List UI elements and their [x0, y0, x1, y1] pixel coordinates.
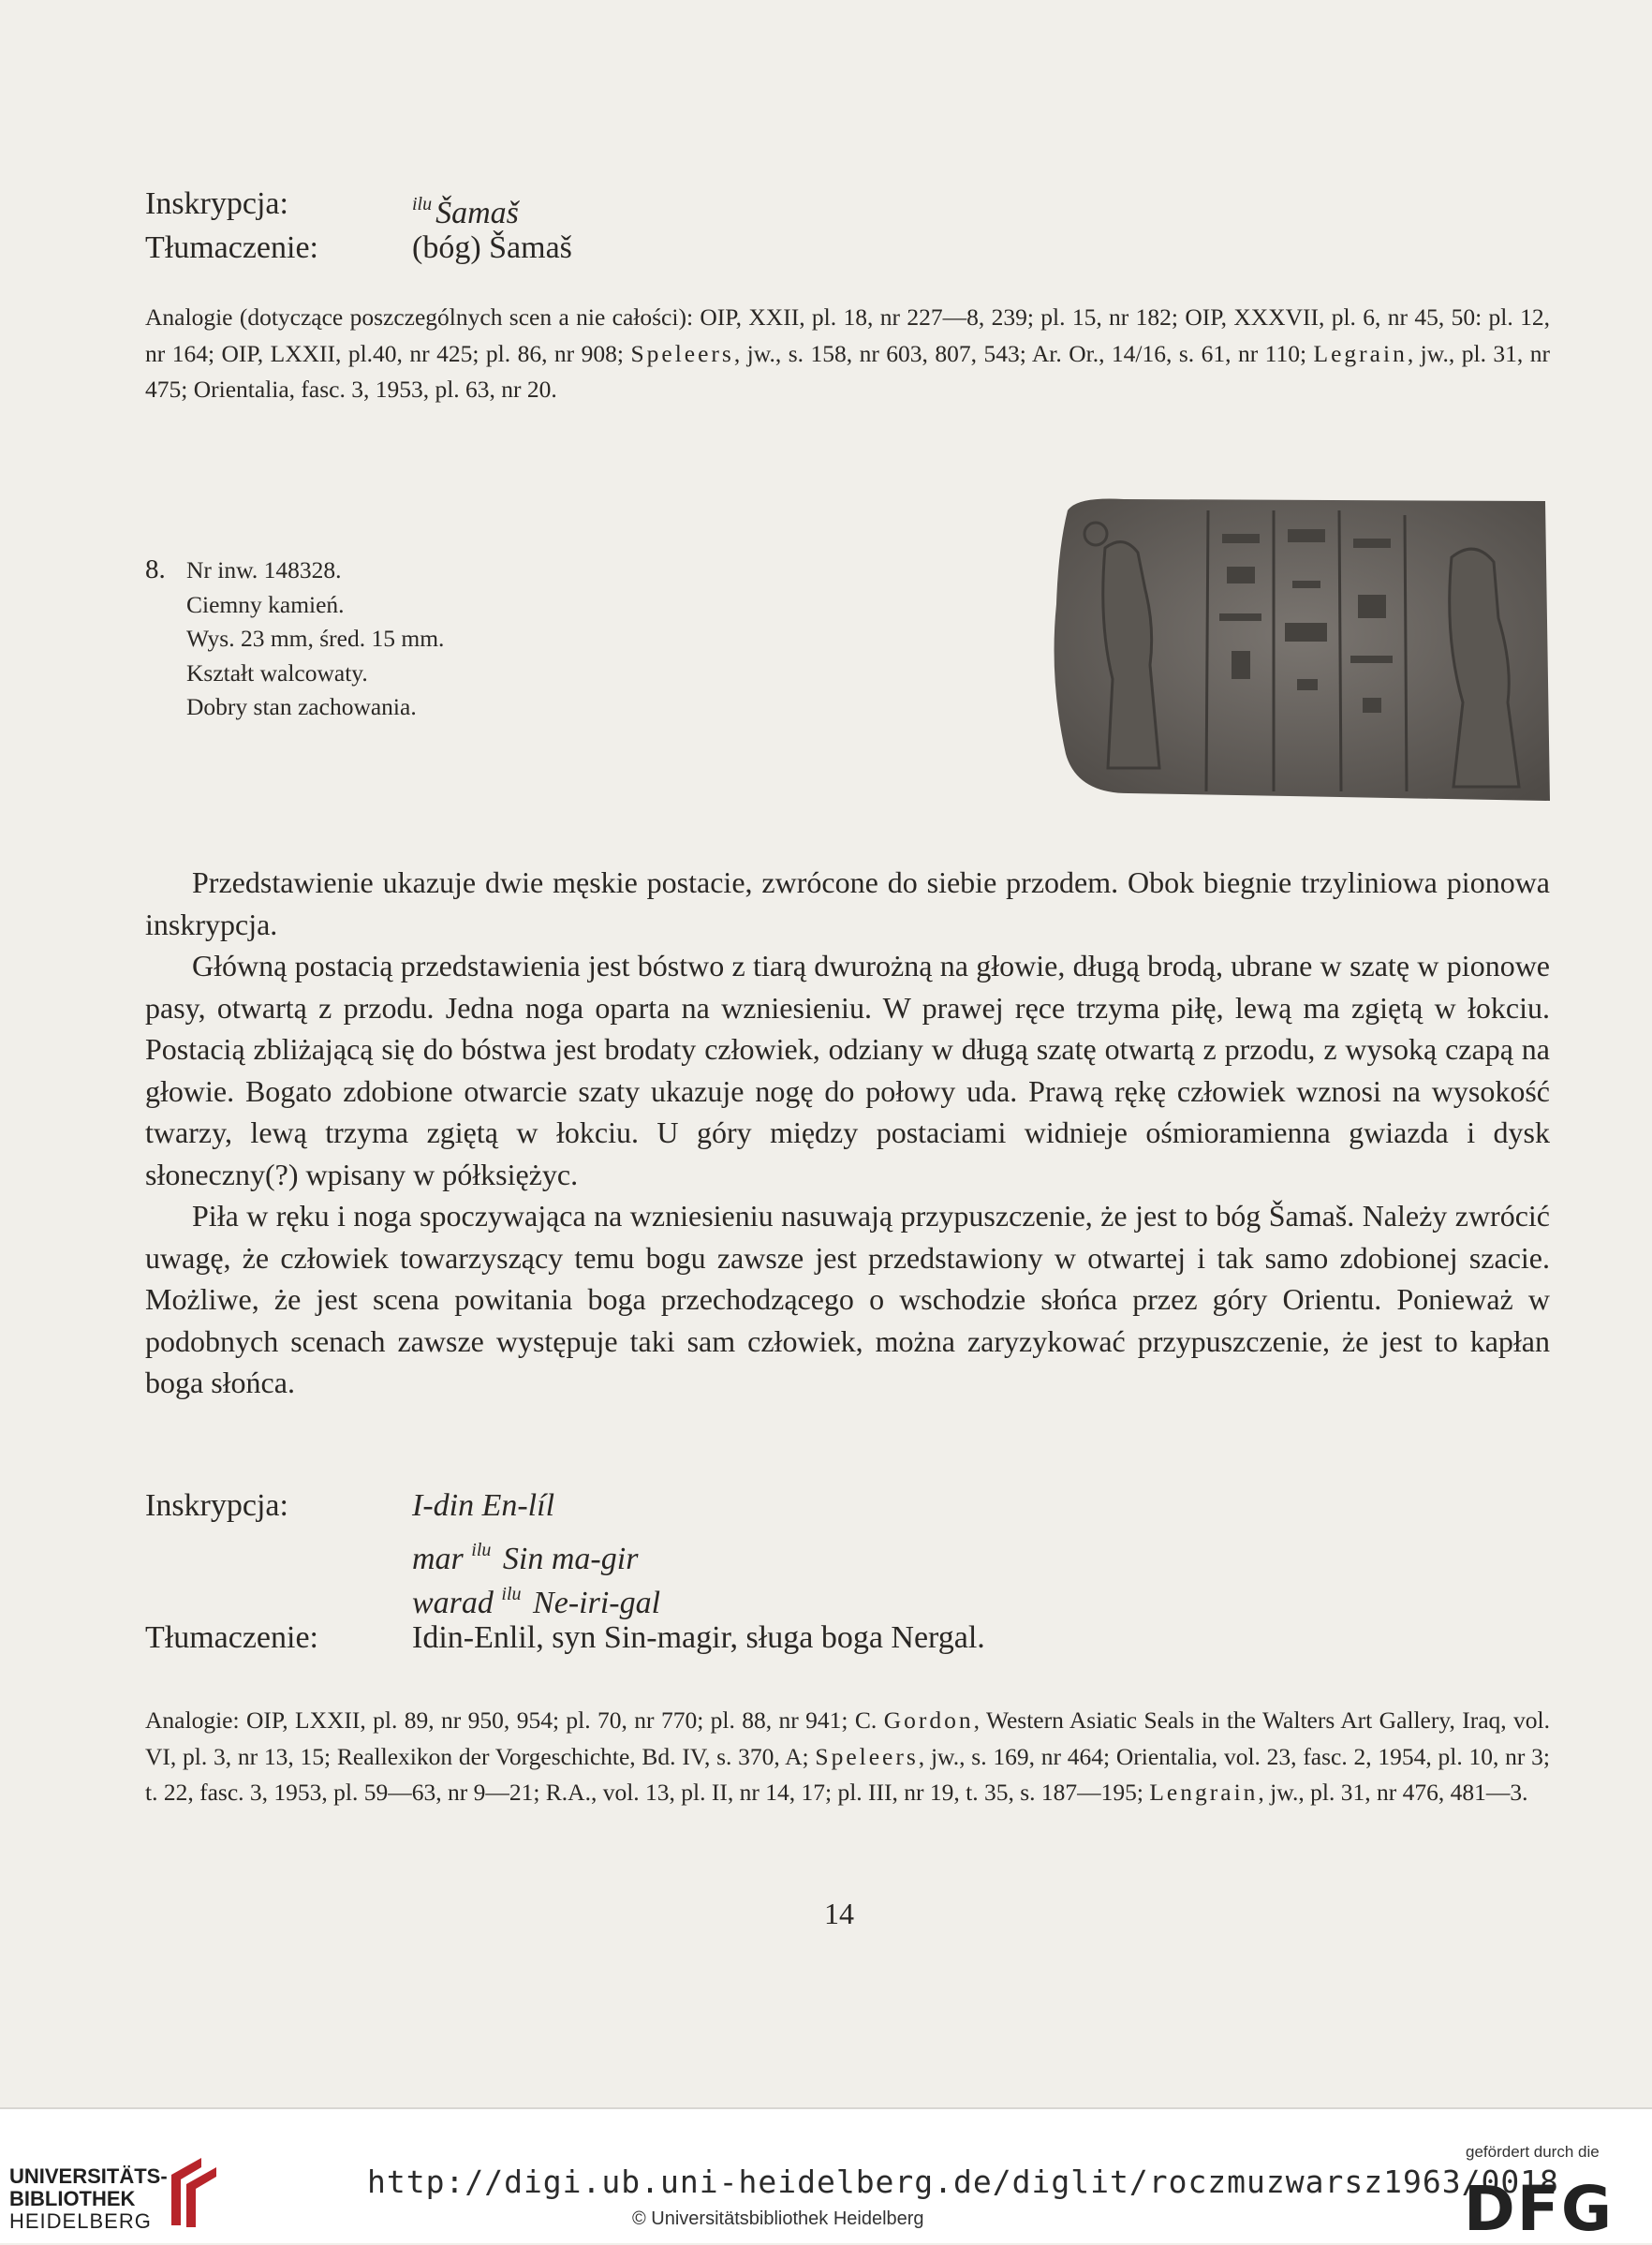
inscription-label: Inskrypcja:	[145, 186, 288, 221]
translation-value: Idin-Enlil, syn Sin-magir, sługa boga Nergal.	[412, 1620, 985, 1655]
entry-number: 8.	[145, 554, 166, 584]
inscription-label: Inskrypcja:	[145, 1488, 288, 1523]
translation-label: Tłumaczenie:	[145, 1620, 319, 1655]
footer-bar	[0, 2107, 1652, 2243]
funding-note: gefördert durch die	[1466, 2143, 1600, 2161]
body-paragraph: Główną postacią przedstawienia jest bóstwo z tiarą dwurożną na głowie, długą brodą, ubrane w szatę w pionowe pasy, otwartą z przodu. Jedna noga oparta na wzniesieniu. W prawej ręce trzyma piłę, lewą ma zgiętą w łokciu. Postacią zbliżającą się do bóstwa jest brodaty człowiek, odziany w długą szatę otwartą z przodu, z wysoką czapą na głowie. Bogato zdobione otwarcie szaty ukazuje nogę do połowy uda. Prawą rękę człowiek wznosi na wysokość twarzy, lewą trzyma zgiętą w łokciu. U góry między postaciami widnieje ośmioramienna gwiazda i dysk słoneczny(?) wpisany w półksiężyc.	[145, 949, 1550, 1191]
description-text	[145, 862, 1550, 1404]
inscription-value: $^{ilu}$ Šamaš	[412, 194, 519, 230]
determinative: ilu	[471, 1540, 492, 1560]
catalog-line: Dobry stan zachowania.	[186, 693, 417, 720]
library-logo-icon	[164, 2156, 222, 2229]
footer-divider	[0, 2107, 1652, 2109]
determinative: ilu	[412, 194, 433, 214]
copyright-notice: © Universitätsbibliothek Heidelberg	[632, 2208, 924, 2229]
body-paragraph: Piła w ręku i noga spoczywająca na wzniesieniu nasuwają przypuszczenie, że jest to bóg Šamaš. Należy zwrócić uwagę, że człowiek towarzyszący temu bogu zawsze jest przedstawiony w otwartej i tak samo zdobionej szacie. Możliwe, że jest scena powitania boga przechodzącego o wschodzie słońca przez góry Orientu. Ponieważ w podobnych scenach zawsze występuje taki sam człowiek, można zaryzykować przypuszczenie, że jest to kapłan boga słońca.	[145, 1199, 1550, 1399]
author-name: Legrain	[1313, 339, 1408, 367]
author-name: Gordon	[883, 1706, 974, 1734]
permalink-url[interactable]: http://digi.ub.uni-heidelberg.de/diglit/roczmuzwarsz1963/0018	[367, 2164, 1559, 2200]
inscription-line: I-din En-líl	[412, 1488, 555, 1523]
seal-impression-graphic	[1040, 492, 1550, 801]
catalog-line: Kształt walcowaty.	[186, 658, 368, 687]
analogies-paragraph: Analogie (dotyczące poszczególnych scen a nie całości): OIP, XXII, pl. 18, nr 227—8, 239; pl. 15, nr 182; OIP, XXXVII, pl. 6, nr 45, 50: pl. 12, nr 164; OIP, LXXII, pl.40, nr 425; pl. 86, nr 908; Speleers, jw., s. 158, nr 603, 807, 543; Ar. Or., 14/16, s. 61, nr 110; Legrain, jw., pl. 31, nr 475; Orientalia, fasc. 3, 1953, pl. 63, nr 20.	[145, 303, 1550, 403]
body-paragraph: Przedstawienie ukazuje dwie męskie postacie, zwrócone do siebie przodem. Obok biegnie trzyliniowa pionowa inskrypcja.	[145, 865, 1550, 941]
inscription-line: warad $^{ilu}$ Ne-iri-gal	[412, 1584, 661, 1620]
determinative: ilu	[501, 1584, 522, 1604]
translation-value: (bóg) Šamaš	[412, 230, 572, 265]
author-name: Speleers	[630, 339, 734, 367]
analogies-paragraph: Analogie: OIP, LXXII, pl. 89, nr 950, 954; pl. 70, nr 770; pl. 88, nr 941; C. Gordon, Western Asiatic Seals in the Walters Art Gallery, Iraq, vol. VI, pl. 3, nr 13, 15; Reallexikon der Vorgeschichte, Bd. IV, s. 370, A; Speleers, jw., s. 169, nr 464; Orientalia, vol. 23, fasc. 2, 1954, pl. 10, nr 3; t. 22, fasc. 3, 1953, pl. 59—63, nr 9—21; R.A., vol. 13, pl. II, nr 14, 17; pl. III, nr 19, t. 35, s. 187—195; Lengrain, jw., pl. 31, nr 476, 481—3.	[145, 1706, 1551, 1806]
inscription-line: mar $^{ilu}$ Sin ma-gir	[412, 1540, 639, 1576]
author-name: Lengrain	[1149, 1779, 1259, 1806]
seal-impression-photo	[1040, 492, 1550, 801]
catalog-line: Wys. 23 mm, śred. 15 mm.	[186, 625, 445, 652]
dfg-logo: DFG	[1464, 2173, 1615, 2245]
author-name: Speleers	[815, 1742, 919, 1770]
translation-label: Tłumaczenie:	[145, 230, 319, 265]
catalog-line: Nr inw. 148328.	[186, 556, 342, 583]
catalog-entry	[145, 553, 444, 725]
library-logo-text: UNIVERSITÄTS- BIBLIOTHEK HEIDELBERG	[9, 2164, 168, 2233]
catalog-line: Ciemny kamień.	[186, 590, 345, 618]
page-number: 14	[824, 1897, 854, 1930]
